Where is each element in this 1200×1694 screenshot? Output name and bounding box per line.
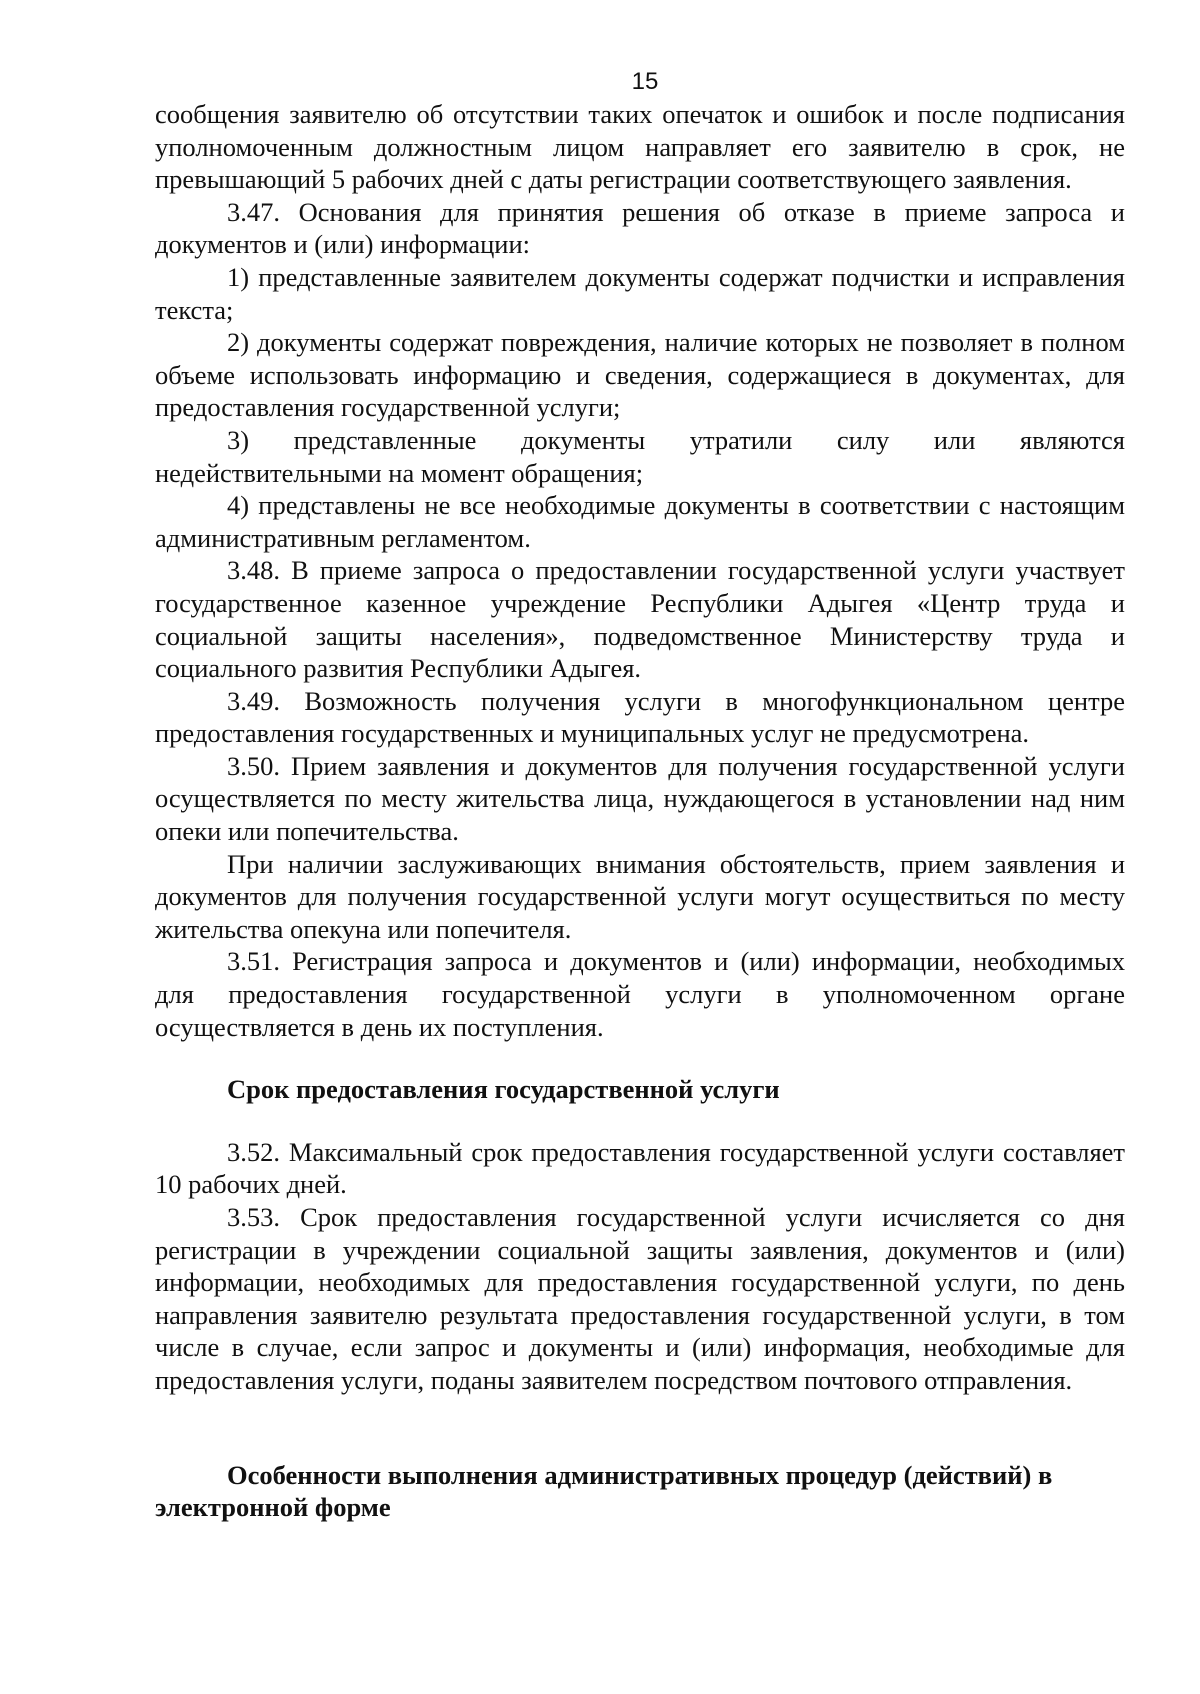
paragraph-3-48: 3.48. В приеме запроса о предоставлении государственной услуги участвует государственное казенное учреждение Республики Адыгея «Центр труда и социальной защиты населения», подведомственное Министерству труда и социального развития Республики Адыгея. <box>155 555 1125 684</box>
paragraph-3-49: 3.49. Возможность получения услуги в многофункциональном центре предоставления государственных и муниципальных услуг не предусмотрена. <box>155 685 1125 749</box>
list-item-3: 3) представленные документы утратили силу или являются недействительными на момент обращения; <box>155 424 1125 488</box>
list-item-2: 2) документы содержат повреждения, наличие которых не позволяет в полном объеме использовать информацию и сведения, содержащиеся в документах, для предоставления государственной услуги; <box>155 327 1125 423</box>
paragraph-3-50: 3.50. Прием заявления и документов для получения государственной услуги осуществляется по месту жительства лица, нуждающегося в установлении над ним опеки или попечительства. <box>155 750 1125 847</box>
paragraph-3-52: 3.52. Максимальный срок предоставления государственной услуги составляет 10 рабочих дней. <box>155 1136 1125 1200</box>
paragraph-3-51: 3.51. Регистрация запроса и документов и (или) информации, необходимых для предоставления государственной услуги в уполномоченном органе осуществляется в день их поступления. <box>155 946 1125 1042</box>
page-number: 15 <box>631 68 659 95</box>
document-body <box>155 98 1125 1524</box>
paragraph-3-50-note: При наличии заслуживающих внимания обстоятельств, прием заявления и документов для получения государственной услуги могут осуществиться по месту жительства опекуна или попечителя. <box>155 848 1125 944</box>
paragraph-continuation: сообщения заявителю об отсутствии таких опечаток и ошибок и после подписания уполномоченным должностным лицом направляет его заявителю в срок, не превышающий 5 рабочих дней с даты регистрации соответствующего заявления. <box>155 99 1125 195</box>
section-heading-electronic: Особенности выполнения административных процедур (действий) в электронной форме <box>155 1459 1053 1523</box>
list-item-4: 4) представлены не все необходимые документы в соответствии с настоящим административным регламентом. <box>155 490 1125 553</box>
section-heading-term: Срок предоставления государственной услуги <box>227 1074 780 1105</box>
paragraph-3-53: 3.53. Срок предоставления государственной услуги исчисляется со дня регистрации в учреждении социальной защиты заявления, документов и (или) информации, необходимых для предоставления государственной услуги, по день направления заявителю результата предоставления государственной услуги, в том числе в случае, если запрос и документы и (или) информация, необходимые для предоставления услуги, поданы заявителем посредством почтового отправления. <box>155 1202 1125 1395</box>
list-item-1: 1) представленные заявителем документы содержат подчистки и исправления текста; <box>155 261 1125 325</box>
paragraph-3-47: 3.47. Основания для принятия решения об отказе в приеме запроса и документов и (или) информации: <box>155 196 1125 260</box>
